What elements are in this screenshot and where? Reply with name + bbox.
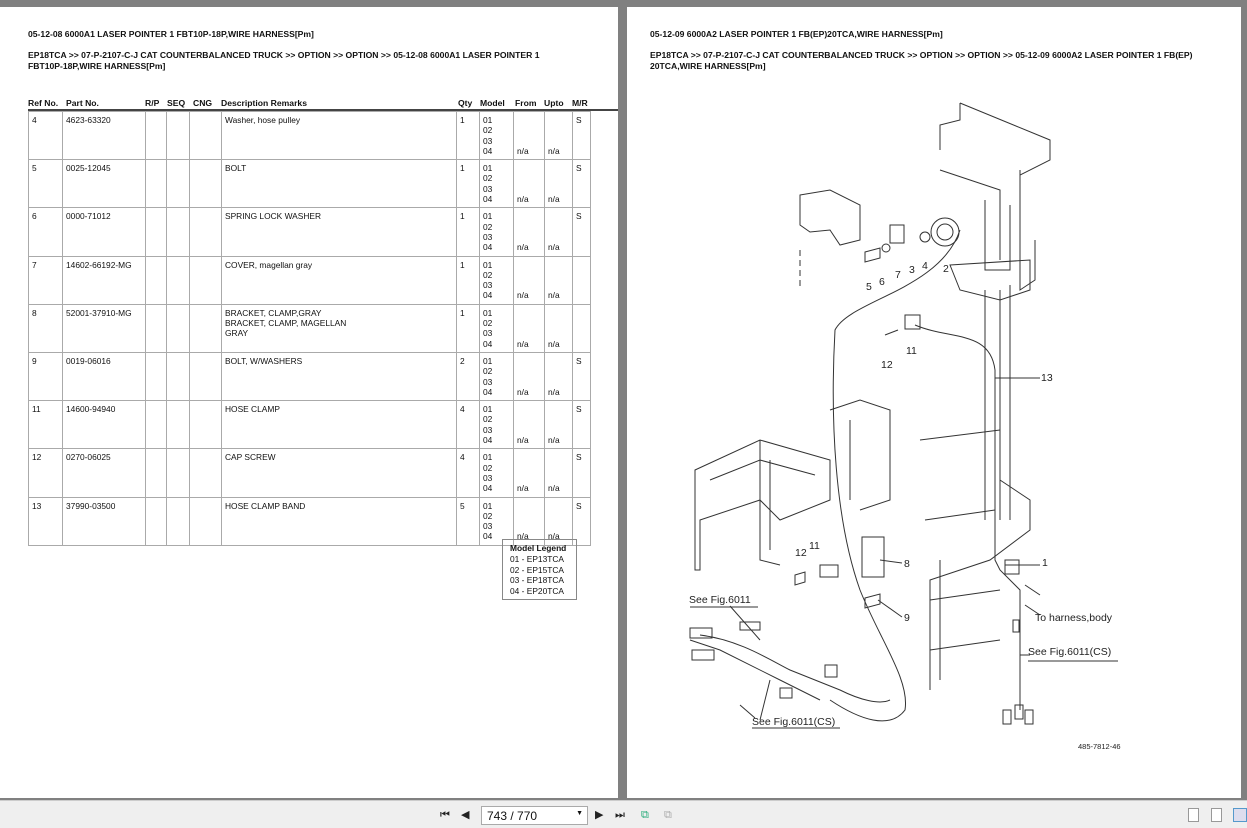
model-code: 01 [483,307,493,318]
left-page [0,7,618,798]
m-r: S [576,500,582,511]
breadcrumb-cont: FBT10P-18P,WIRE HARNESS[Pm] [28,60,166,71]
model-code: 02 [483,221,493,232]
table-row [29,208,591,256]
model-code: 04 [483,483,493,494]
part-no: 52001-37910-MG [66,307,132,318]
upto-value: n/a [548,435,560,446]
callout-number: 5 [866,281,872,293]
table-row [29,449,591,497]
legend-item: 04 - EP20TCA [510,585,564,596]
page-indicator: 743 / 770 [487,809,538,823]
description: HOSE CLAMP [225,404,280,415]
next-page-icon[interactable]: ▶ [595,809,604,821]
chevron-down-icon: ▼ [576,810,583,817]
upto-value: n/a [548,194,560,205]
column-header: Upto [544,98,564,108]
model-code: 04 [483,290,493,301]
callout-number: 3 [909,264,915,276]
upto-value: n/a [548,145,560,156]
note-drawing-no: 485-7812-46 [1078,742,1121,751]
from-value: n/a [517,145,529,156]
m-r: S [576,355,582,366]
from-value: n/a [517,242,529,253]
column-header: R/P [145,98,160,108]
right-page [627,7,1241,798]
callout-number: 12 [881,359,893,371]
description: BOLT [225,163,247,174]
upto-value: n/a [548,338,560,349]
callout-number: 2 [943,263,949,275]
model-code: 02 [483,318,493,329]
note-see-cs-right: See Fig.6011(CS) [1028,646,1112,658]
breadcrumb: EP18TCA >> 07-P-2107-C-J CAT COUNTERBALANCED TRUCK >> OPTION >> OPTION >> 05-12-09 6000A2 LASER POINTER 1 FB(EP) [650,50,1193,60]
upto-value: n/a [548,531,560,542]
qty: 1 [460,115,465,125]
part-no: 0000-71012 [66,211,111,222]
table-row [29,304,591,352]
legend-item: 01 - EP13TCA [510,554,564,565]
copy-page-icon[interactable]: ⧉ [641,809,649,821]
model-code: 03 [483,376,493,387]
qty: 1 [460,211,465,222]
part-no: 14600-94940 [66,404,116,415]
breadcrumb-cont: 20TCA,WIRE HARNESS[Pm] [650,60,766,71]
page-title: 05-12-09 6000A2 LASER POINTER 1 FB(EP)20TCA,WIRE HARNESS[Pm] [650,29,943,39]
upto-value: n/a [548,290,560,301]
note-to-harness: To harness,body [1035,612,1113,624]
model-code: 04 [483,242,493,253]
note-see-cs-bottom: See Fig.6011(CS) [752,716,836,728]
ref-no: 6 [32,211,37,222]
page-title: 05-12-08 6000A1 LASER POINTER 1 FBT10P-18P,WIRE HARNESS[Pm] [28,29,314,39]
ref-no: 12 [32,452,42,463]
model-code: 02 [483,125,493,136]
ref-no: 11 [32,404,41,415]
pdf-toolbar [0,800,1247,828]
m-r: S [576,452,582,463]
from-value: n/a [517,290,529,301]
exploded-parts-diagram [627,7,1241,798]
model-code: 03 [483,280,493,291]
ref-no: 4 [32,115,37,125]
description: SPRING LOCK WASHER [225,211,322,222]
legend-item: 03 - EP18TCA [510,575,564,586]
description: CAP SCREW [225,452,276,463]
model-code: 01 [483,452,493,463]
model-code: 04 [483,338,493,349]
from-value: n/a [517,435,529,446]
ref-no: 9 [32,355,37,366]
model-code: 01 [483,163,493,174]
column-header: Model [480,98,505,108]
breadcrumb: EP18TCA >> 07-P-2107-C-J CAT COUNTERBALANCED TRUCK >> OPTION >> OPTION >> 05-12-08 6000A1 LASER POINTER 1 [28,50,540,60]
table-row [29,352,591,400]
continuous-view-icon[interactable] [1211,808,1222,822]
callout-number: 11 [906,345,917,357]
m-r: S [576,211,582,222]
m-r: S [576,404,582,415]
single-page-view-icon[interactable] [1188,808,1199,822]
model-code: 03 [483,231,493,242]
callout-number: 13 [1041,372,1053,384]
model-code: 01 [483,500,493,511]
model-code: 04 [483,435,493,446]
model-code: 02 [483,510,493,521]
upto-value: n/a [548,483,560,494]
part-no: 0025-12045 [66,163,111,174]
ref-no: 13 [32,500,42,511]
table-row [29,160,591,208]
part-no: 4623-63320 [66,115,111,125]
qty: 5 [460,500,465,511]
model-code: 01 [483,211,493,222]
qty: 4 [460,404,465,415]
upto-value: n/a [548,386,560,397]
description: Washer, hose pulley [225,115,301,125]
column-header: M/R [572,98,588,108]
part-no: 37990-03500 [66,500,116,511]
model-code: 02 [483,366,493,377]
description: BOLT, W/WASHERS [225,355,303,366]
from-value: n/a [517,194,529,205]
model-code: 02 [483,173,493,184]
description: COVER, magellan gray [225,259,313,270]
two-page-view-icon[interactable] [1233,808,1247,822]
ref-no: 5 [32,163,37,174]
model-code: 03 [483,472,493,483]
description: BRACKET, CLAMP,GRAY [225,307,322,318]
model-code: 02 [483,462,493,473]
qty: 4 [460,452,465,463]
m-r: S [576,115,582,125]
ref-no: 8 [32,307,37,318]
legend-title: Model Legend [510,543,567,553]
part-no: 0019-06016 [66,355,111,366]
callout-number: 11 [809,540,820,552]
callout-number: 12 [795,547,807,559]
column-header: Part No. [66,98,99,108]
table-row [29,112,591,160]
note-see-fig: See Fig.6011 [689,594,751,606]
model-code: 04 [483,145,493,156]
qty: 1 [460,259,465,270]
callout-number: 7 [895,269,901,281]
model-code: 03 [483,183,493,194]
table-row [29,256,591,304]
from-value: n/a [517,338,529,349]
callout-number: 6 [879,276,885,288]
model-code: 03 [483,135,493,146]
from-value: n/a [517,531,529,542]
model-code: 02 [483,269,493,280]
model-code: 01 [483,259,493,270]
model-code: 04 [483,194,493,205]
paste-page-icon[interactable]: ⧉ [664,809,672,821]
model-code: 03 [483,521,493,532]
column-header: From [515,98,537,108]
model-code: 04 [483,386,493,397]
part-no: 14602-66192-MG [66,259,132,270]
callout-number: 4 [922,260,928,272]
model-code: 01 [483,115,493,125]
model-code: 03 [483,328,493,339]
ref-no: 7 [32,259,37,270]
parts-table [28,111,591,546]
table-row [29,401,591,449]
model-code: 01 [483,355,493,366]
last-page-icon[interactable]: ⏭ [615,809,625,821]
callout-number: 9 [904,612,910,624]
from-value: n/a [517,386,529,397]
previous-page-icon[interactable]: ◀ [461,809,470,821]
description: HOSE CLAMP BAND [225,500,306,511]
table-row [29,497,591,545]
column-header: Description Remarks [221,98,307,108]
legend-item: 02 - EP15TCA [510,564,564,575]
column-header: Qty [458,98,473,108]
description: GRAY [225,328,249,339]
description: BRACKET, CLAMP, MAGELLAN [225,318,347,329]
qty: 1 [460,307,465,318]
qty: 1 [460,163,465,174]
column-header: SEQ [167,98,186,108]
qty: 2 [460,355,465,366]
first-page-icon[interactable]: ⏮ [440,809,450,821]
column-header: CNG [193,98,213,108]
m-r: S [576,163,582,174]
model-code: 04 [483,531,493,542]
column-header: Ref No. [28,98,59,108]
upto-value: n/a [548,242,560,253]
page-selector[interactable] [481,806,588,825]
model-code: 03 [483,424,493,435]
callout-number: 8 [904,558,910,570]
model-legend [502,539,577,600]
from-value: n/a [517,483,529,494]
callout-number: 1 [1042,557,1048,569]
model-code: 02 [483,414,493,425]
part-no: 0270-06025 [66,452,111,463]
model-code: 01 [483,404,493,415]
